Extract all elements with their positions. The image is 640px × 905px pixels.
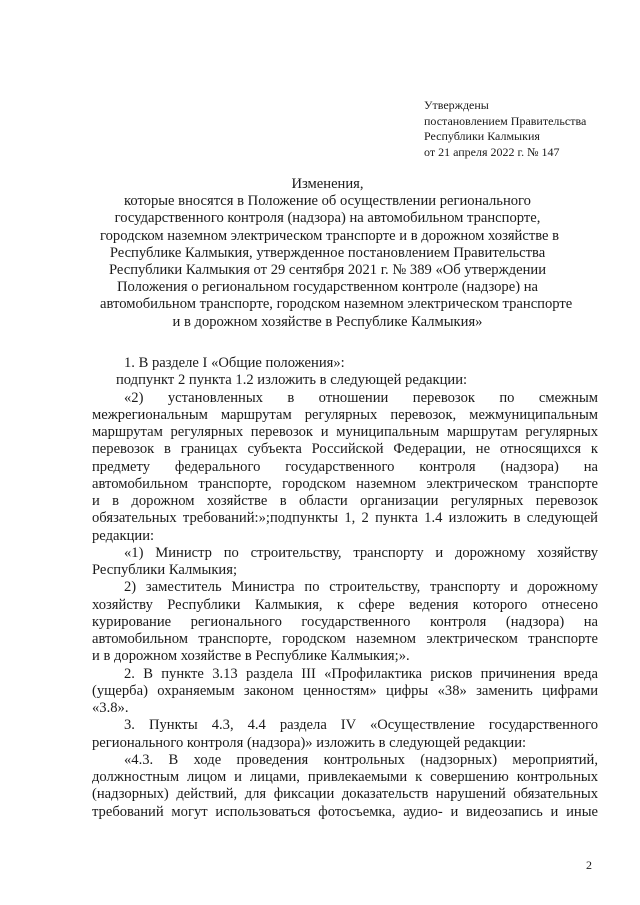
title-line: и в дорожном хозяйстве в Республике Калмыкия» bbox=[172, 313, 483, 330]
section-3 bbox=[92, 717, 598, 821]
body-line: 3. Пункты 4.3, 4.4 раздела IV «Осуществление государственного bbox=[124, 717, 598, 734]
body-line: обязательных требований:»;подпункты 1, 2 пункта 1.4 изложить в следующей bbox=[92, 510, 598, 527]
body-line: 2) заместитель Министра по строительству, транспорту и дорожному bbox=[124, 579, 598, 596]
title-line: которые вносятся в Положение об осуществлении регионального bbox=[124, 193, 531, 210]
body-line: межрегиональным маршрутам регулярных перевозок, межмуниципальным bbox=[92, 406, 598, 423]
body-line: и в дорожном хозяйстве в Республике Калмыкия;». bbox=[92, 648, 410, 665]
body-line: 2. В пункте 3.13 раздела III «Профилактика рисков причинения вреда bbox=[124, 665, 598, 682]
approval-stamp bbox=[424, 98, 586, 160]
title-line: автомобильном транспорте, городском наземном электрическом транспорте bbox=[100, 296, 573, 313]
body-line: регионального контроля (надзора)» изложить в следующей редакции: bbox=[92, 734, 527, 751]
section-1 bbox=[92, 355, 598, 666]
body-line: 1. В разделе I «Общие положения»: bbox=[124, 355, 345, 371]
body-line: (надзорных) действий, для фиксации доказательств нарушений обязательных bbox=[92, 786, 598, 803]
approval-line: постановлением Правительства bbox=[424, 113, 587, 128]
approval-line: Утверждены bbox=[424, 98, 489, 112]
document-body bbox=[92, 355, 598, 821]
title-line: городском наземном электрическом транспорте и в дорожном хозяйстве в bbox=[100, 227, 560, 244]
document-title bbox=[100, 176, 573, 331]
body-line: должностным лицом и лицами, привлекаемыми к совершению контрольных bbox=[92, 769, 598, 785]
body-line: автомобильном транспорте, городском наземном электрическом транспорте bbox=[92, 631, 598, 647]
body-line: требований могут использоваться фотосъемка, аудио- и видеозапись и иные bbox=[92, 803, 598, 820]
body-line: редакции: bbox=[92, 527, 155, 544]
body-line: «1) Министр по строительству, транспорту и дорожному хозяйству bbox=[124, 544, 598, 561]
approval-line: Республики Калмыкия bbox=[424, 129, 540, 144]
body-line: и в дорожном хозяйстве в области организации регулярных перевозок bbox=[92, 493, 598, 509]
body-line: предмету федерального государственного контроля (надзора) на bbox=[92, 458, 598, 475]
page-number: 2 bbox=[586, 858, 592, 872]
title-heading: Изменения, bbox=[291, 176, 364, 192]
title-line: Республике Калмыкия, утвержденное постановлением Правительства bbox=[109, 244, 546, 261]
body-line: Республики Калмыкия; bbox=[92, 562, 237, 578]
body-line: подпункт 2 пункта 1.2 изложить в следующей редакции: bbox=[116, 372, 468, 389]
body-line: «4.3. В ходе проведения контрольных (надзорных) мероприятий, bbox=[124, 751, 598, 768]
body-line: «3.8». bbox=[92, 700, 129, 716]
body-line: маршрутам регулярных перевозок и муниципальным маршрутам регулярных bbox=[92, 424, 598, 440]
section-2 bbox=[92, 666, 598, 718]
body-line: хозяйству Республики Калмыкия, к сфере ведения которого отнесено bbox=[92, 596, 598, 613]
title-line: Положения о региональном государственном контроле (надзоре) на bbox=[116, 279, 538, 296]
body-line: перевозок в границах субъекта Российской Федерации, не относящихся к bbox=[92, 441, 598, 458]
body-line: автомобильном транспорте, городском наземном электрическом транспорте bbox=[92, 475, 598, 492]
body-line: курирование регионального государственного контроля (надзора) на bbox=[92, 613, 598, 630]
body-line: «2) установленных в отношении перевозок по смежным bbox=[124, 389, 598, 406]
title-line: Республики Калмыкия от 29 сентября 2021 г. № 389 «Об утверждении bbox=[108, 262, 547, 279]
approval-date: от 21 апреля 2022 г. № 147 bbox=[424, 144, 560, 159]
body-line: (ущерба) охраняемым законом ценностям» цифры «38» заменить цифрами bbox=[92, 682, 598, 699]
title-line: государственного контроля (надзора) на автомобильном транспорте, bbox=[114, 210, 541, 227]
